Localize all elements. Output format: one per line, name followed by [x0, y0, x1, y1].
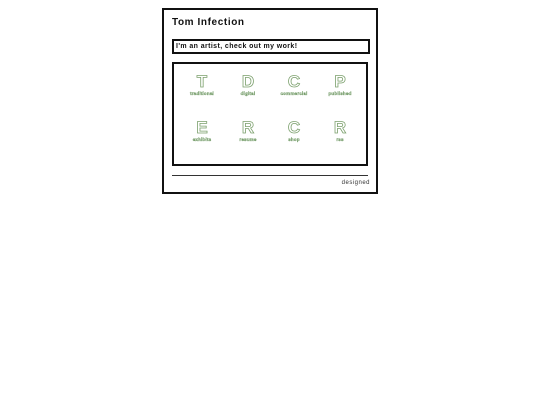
main-card	[162, 8, 378, 194]
nav-tile-published[interactable]	[317, 72, 363, 112]
tile-label: rss	[336, 137, 344, 142]
nav-tile-exhibits[interactable]	[179, 118, 225, 158]
tile-letter: T	[196, 72, 208, 91]
nav-tile-rss[interactable]	[317, 118, 363, 158]
tagline-box: I'm an artist, check out my work!	[172, 39, 370, 54]
nav-tile-commercial[interactable]	[271, 72, 317, 112]
tile-label: exhibits	[192, 137, 212, 142]
tile-letter: R	[333, 118, 347, 137]
tile-letter: E	[196, 118, 208, 137]
nav-tile-traditional[interactable]	[179, 72, 225, 112]
tile-letter: R	[241, 118, 255, 137]
tile-label: digital	[240, 91, 256, 96]
designed-credit-link[interactable]: designed	[341, 180, 370, 186]
nav-tile-resume[interactable]	[225, 118, 271, 158]
tile-letter: C	[287, 118, 301, 137]
tile-label: resume	[239, 137, 257, 142]
tile-letter: C	[287, 72, 301, 91]
tile-letter: D	[241, 72, 255, 91]
tile-label: shop	[288, 137, 300, 142]
nav-tile-shop[interactable]	[271, 118, 317, 158]
tile-label: traditional	[190, 91, 214, 96]
site-title: Tom Infection	[172, 17, 245, 28]
footer-divider	[172, 175, 368, 176]
tile-label: published	[328, 91, 352, 96]
tile-letter: P	[334, 72, 346, 91]
nav-tile-digital[interactable]	[225, 72, 271, 112]
tile-label: commercial	[280, 91, 308, 96]
portfolio-nav	[172, 62, 368, 166]
